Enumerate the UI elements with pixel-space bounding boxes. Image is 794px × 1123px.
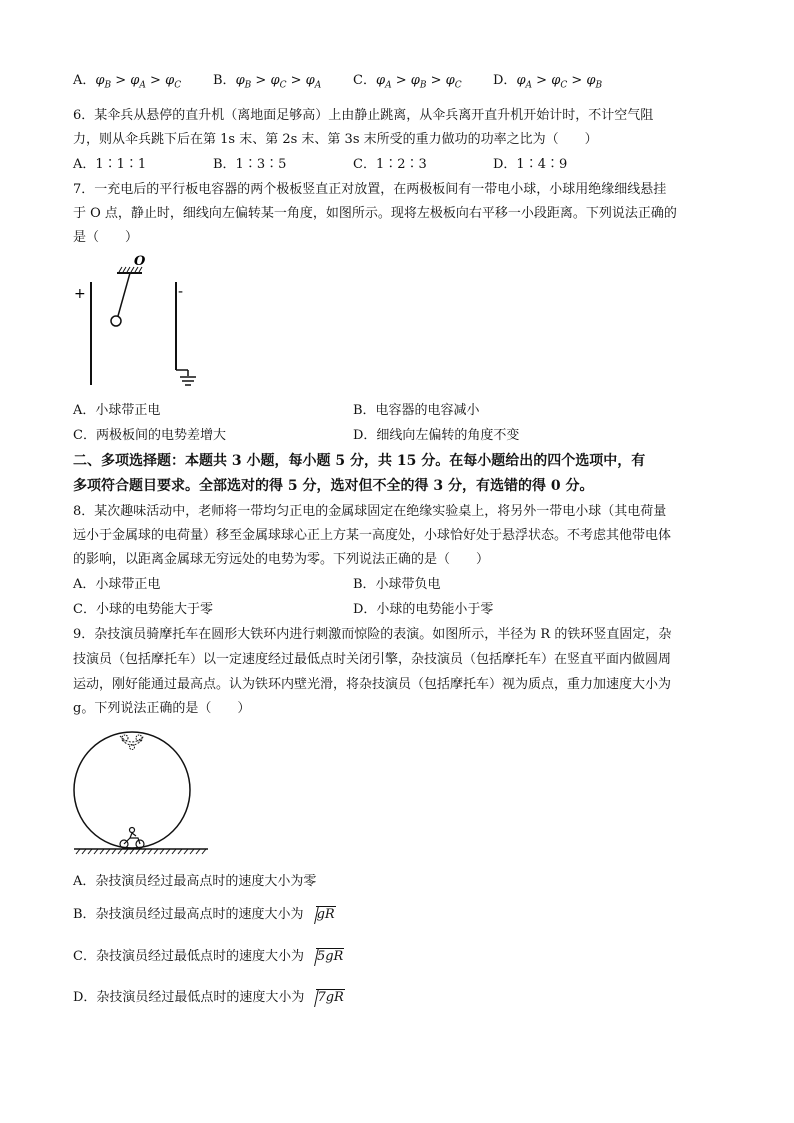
q8-stem-line2: 远小于金属球的电荷量）移至金属球球心正上方某一高度处，小球恰好处于悬浮状态。不考虑其他带电体 bbox=[73, 528, 672, 543]
q6-option-c: C．1∶2∶3 bbox=[353, 157, 427, 172]
q7-stem-line2: 于 O 点，静止时，细线向左偏转某一角度，如图所示。现将左极板向右平移一小段距离。下列说法正确的 bbox=[73, 206, 677, 221]
loop-figure bbox=[72, 728, 212, 860]
sqrt-symbol: 7gR bbox=[306, 988, 344, 1008]
q9-option-c-text: C．杂技演员经过最低点时的速度大小为 bbox=[73, 949, 304, 964]
q9-stem-line1: 9．杂技演员骑摩托车在圆形大铁环内进行刺激而惊险的表演。如图所示，半径为 R 的铁环竖直固定，杂 bbox=[73, 627, 672, 642]
capacitor-figure bbox=[70, 252, 210, 397]
q9-stem-line3: 运动，刚好能通过最高点。认为铁环内壁光滑，将杂技演员（包括摩托车）视为质点，重力加速度大小为 bbox=[73, 677, 672, 692]
plus-label: + bbox=[74, 286, 86, 302]
q9-option-b-text: B．杂技演员经过最高点时的速度大小为 bbox=[73, 907, 304, 922]
q9-stem-line4: g。下列说法正确的是（ ） bbox=[73, 701, 251, 716]
sqrt-symbol: 5gR bbox=[306, 947, 344, 967]
q5-option-d: D．$\varphi_A > \varphi_C > \varphi_B$ bbox=[493, 73, 603, 91]
q9-stem-line2: 技演员（包括摩托车）以一定速度经过最低点时关闭引擎，杂技演员（包括摩托车）在竖直平面内做圆周 bbox=[73, 652, 672, 667]
q5-option-a: A．$\varphi_B > \varphi_A > \varphi_C$ bbox=[73, 73, 182, 91]
o-point-label: O bbox=[134, 254, 146, 269]
q7-option-c: C．两极板间的电势差增大 bbox=[73, 428, 226, 443]
q9-option-a: A．杂技演员经过最高点时的速度大小为零 bbox=[73, 874, 317, 889]
q5-option-b: B．$\varphi_B > \varphi_C > \varphi_A$ bbox=[213, 73, 322, 91]
section2-heading-line1: 二、多项选择题：本题共 3 小题，每小题 5 分，共 15 分。在每小题给出的四个选项中，有 bbox=[73, 453, 646, 469]
q8-stem-line1: 8．某次趣味活动中，老师将一带均匀正电的金属球固定在绝缘实验桌上，将另外一带电小球（其电荷量 bbox=[73, 504, 667, 519]
minus-label: - bbox=[178, 284, 184, 300]
thread bbox=[118, 273, 130, 316]
q8-option-a: A．小球带正电 bbox=[73, 577, 161, 592]
q5-option-c: C．$\varphi_A > \varphi_B > \varphi_C$ bbox=[353, 73, 462, 91]
q8-option-b: B．小球带负电 bbox=[353, 577, 441, 592]
q9-option-d-text: D．杂技演员经过最低点时的速度大小为 bbox=[73, 990, 305, 1005]
q7-option-d: D．细线向左偏转的角度不变 bbox=[353, 428, 520, 443]
q8-stem-line3: 的影响，以距离金属球无穷远处的电势为零。下列说法正确的是（ ） bbox=[73, 552, 490, 567]
q8-option-c: C．小球的电势能大于零 bbox=[73, 602, 213, 617]
q9-option-d bbox=[73, 988, 345, 1008]
q7-stem-line1: 7．一充电后的平行板电容器的两个极板竖直正对放置，在两极板间有一带电小球，小球用绝缘细线悬挂 bbox=[73, 182, 667, 197]
charged-ball bbox=[111, 316, 121, 326]
q6-stem-line1: 6．某伞兵从悬停的直升机（离地面足够高）上由静止跳离，从伞兵离开直升机开始计时，不计空气阻 bbox=[73, 108, 654, 123]
q6-option-a: A．1∶1∶1 bbox=[73, 157, 147, 172]
q7-option-a: A．小球带正电 bbox=[73, 403, 161, 418]
q7-option-b: B．电容器的电容减小 bbox=[353, 403, 480, 418]
q8-option-d: D．小球的电势能小于零 bbox=[353, 602, 494, 617]
q6-stem-line2: 力，则从伞兵跳下后在第 1s 末、第 2s 末、第 3s 末所受的重力做功的功率之比为（ ） bbox=[73, 132, 598, 147]
sqrt-symbol: gR bbox=[306, 905, 336, 925]
ground-icon bbox=[180, 377, 196, 385]
section2-heading-line2: 多项符合题目要求。全部选对的得 5 分，选对但不全的得 3 分，有选错的得 0 分。 bbox=[73, 478, 594, 494]
q7-stem-line3: 是（ ） bbox=[73, 230, 139, 245]
q9-option-b bbox=[73, 905, 336, 925]
q9-option-c bbox=[73, 947, 344, 967]
q6-option-b: B．1∶3∶5 bbox=[213, 157, 287, 172]
motorcycle-top-icon bbox=[120, 735, 144, 750]
motorcycle-bottom-icon bbox=[120, 828, 144, 849]
q6-option-d: D．1∶4∶9 bbox=[493, 157, 568, 172]
